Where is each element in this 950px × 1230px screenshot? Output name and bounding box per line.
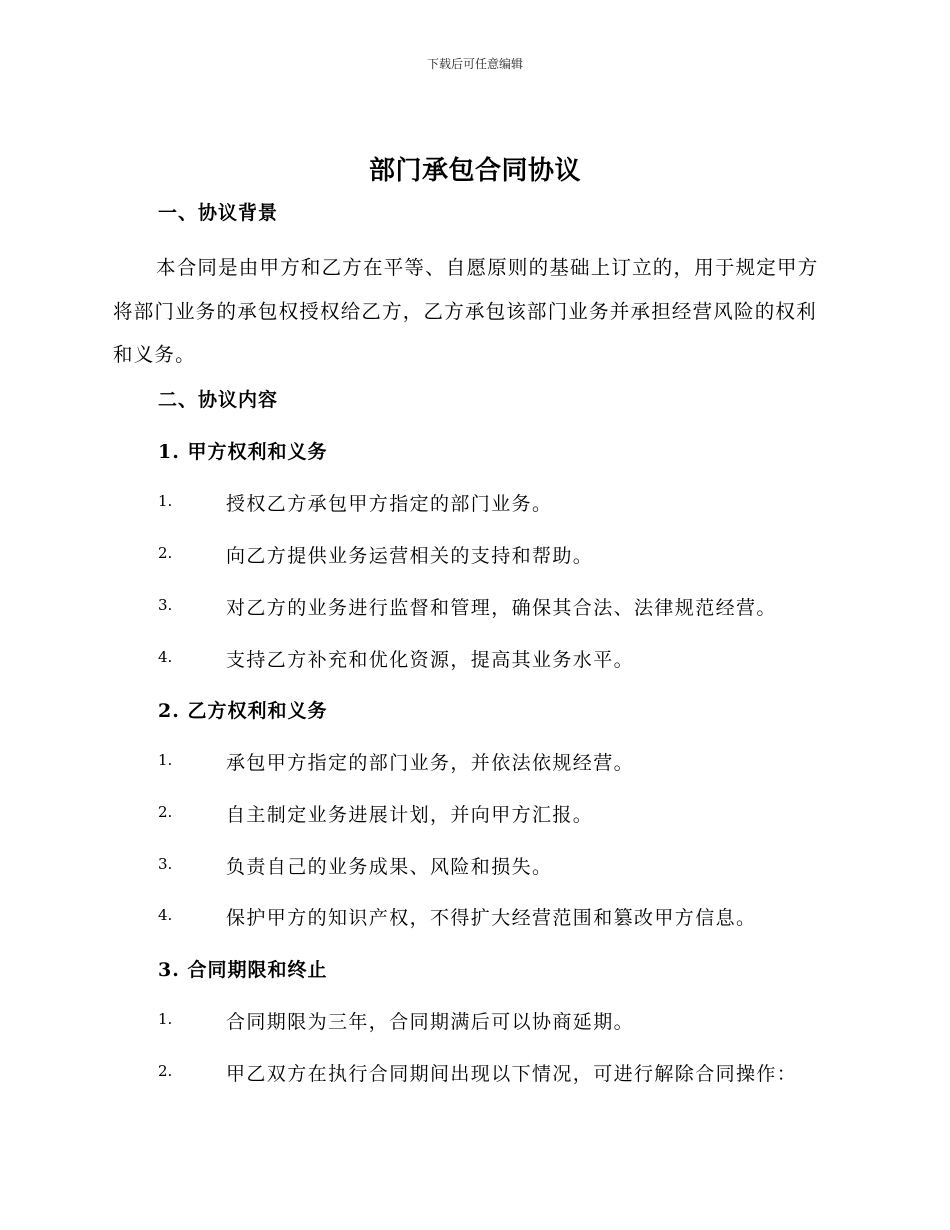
list-item-number: 3. (158, 596, 173, 614)
list-item (158, 852, 848, 882)
background-paragraph: 本合同是由甲方和乙方在平等、自愿原则的基础上订立的，用于规定甲方将部门业务的承包权授权给乙方，乙方承包该部门业务并承担经营风险的权利和义务。 (113, 256, 819, 366)
document-title: 部门承包合同协议 (368, 156, 581, 186)
list-item (158, 489, 848, 519)
list-item-number: 3. (158, 855, 173, 873)
list-item-number: 2. (158, 803, 173, 821)
list-item-number: 4. (158, 648, 173, 666)
list-item-number: 4. (158, 906, 173, 924)
list-item-text: 授权乙方承包甲方指定的部门业务。 (226, 493, 553, 515)
section-heading-content: 二、协议内容 (158, 389, 279, 411)
list-item-number: 1. (158, 751, 173, 769)
list-item-number: 1. (158, 1010, 173, 1028)
list-item-text: 合同期限为三年，合同期满后可以协商延期。 (226, 1011, 635, 1033)
party-b-heading: 2. 乙方权利和义务 (158, 700, 328, 722)
list-item (158, 1059, 848, 1089)
list-item-number: 1. (158, 492, 173, 510)
list-item (158, 645, 848, 675)
list-item (158, 541, 848, 571)
list-item (158, 748, 848, 778)
list-item-text: 向乙方提供业务运营相关的支持和帮助。 (226, 545, 594, 567)
section-heading-background: 一、协议背景 (158, 202, 279, 224)
list-item (158, 800, 848, 830)
list-item-text: 支持乙方补充和优化资源，提高其业务水平。 (226, 649, 635, 671)
list-item (158, 903, 848, 933)
list-item-number: 2. (158, 1062, 173, 1080)
list-item-text: 甲乙双方在执行合同期间出现以下情况，可进行解除合同操作： (226, 1063, 798, 1085)
list-item (158, 1007, 848, 1037)
header-note: 下载后可任意编辑 (426, 57, 523, 71)
list-item-number: 2. (158, 544, 173, 562)
list-item (158, 593, 848, 623)
list-item-text: 自主制定业务进展计划，并向甲方汇报。 (226, 804, 594, 826)
term-heading: 3. 合同期限和终止 (158, 959, 328, 981)
list-item-text: 保护甲方的知识产权，不得扩大经营范围和篡改甲方信息。 (226, 907, 757, 929)
list-item-text: 对乙方的业务进行监督和管理，确保其合法、法律规范经营。 (226, 597, 777, 619)
list-item-text: 负责自己的业务成果、风险和损失。 (226, 856, 553, 878)
party-a-heading: 1. 甲方权利和义务 (158, 441, 328, 463)
list-item-text: 承包甲方指定的部门业务，并依法依规经营。 (226, 752, 635, 774)
